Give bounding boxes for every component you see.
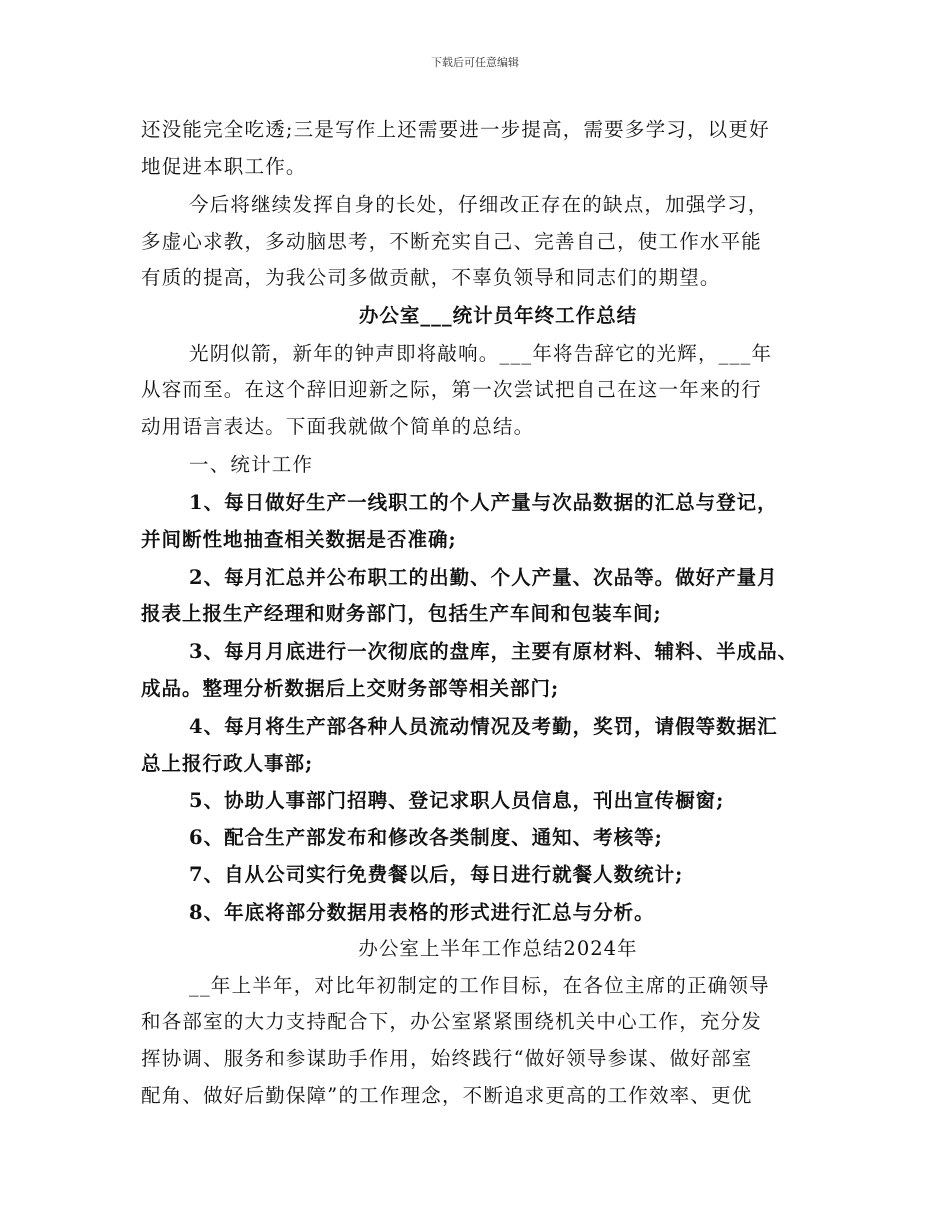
paragraph1-line1: 还没能完全吃透;三是写作上还需要进一步提高，需要多学习，以更好 xyxy=(141,118,770,141)
item4-line2: 总上报行政人事部; xyxy=(141,752,314,775)
paragraph2-line1: 今后将继续发挥自身的长处，仔细改正存在的缺点，加强学习， xyxy=(189,193,769,216)
section1-intro-line3: 动用语言表达。下面我就做个简单的总结。 xyxy=(141,415,535,438)
item6: 6、配合生产部发布和修改各类制度、通知、考核等; xyxy=(189,826,663,849)
item1-line2: 并间断性地抽查相关数据是否准确; xyxy=(141,528,457,551)
item1-line1: 1、每日做好生产一线职工的个人产量与次品数据的汇总与登记， xyxy=(189,491,778,514)
section2-line3: 挥协调、服务和参谋助手作用，始终践行“做好领导参谋、做好部室 xyxy=(141,1047,753,1070)
section2-title: 办公室上半年工作总结2024年 xyxy=(358,937,638,960)
item8: 8、年底将部分数据用表格的形式进行汇总与分析。 xyxy=(189,901,655,924)
section2-line4: 配角、做好后勤保障”的工作理念，不断追求更高的工作效率、更优 xyxy=(141,1084,753,1107)
paragraph2-line2: 多虚心求教，多动脑思考，不断充实自己、完善自己，使工作水平能 xyxy=(141,230,763,253)
section2-line1: __年上半年，对比年初制定的工作目标，在各位主席的正确领导 xyxy=(189,974,770,997)
paragraph1-line2: 地促进本职工作。 xyxy=(141,155,307,178)
section1-title: 办公室___统计员年终工作总结 xyxy=(358,304,638,327)
header-note: 下载后可任意编辑 xyxy=(431,56,519,69)
paragraph2-line3: 有质的提高，为我公司多做贡献，不辜负领导和同志们的期望。 xyxy=(141,266,721,289)
section1-subheading: 一、统计工作 xyxy=(189,453,314,476)
item5: 5、协助人事部门招聘、登记求职人员信息，刊出宣传橱窗; xyxy=(189,789,725,812)
item4-line1: 4、每月将生产部各种人员流动情况及考勤，奖罚，请假等数据汇 xyxy=(189,715,778,738)
item2-line1: 2、每月汇总并公布职工的出勤、个人产量、次品等。做好产量月 xyxy=(189,566,778,589)
section1-intro-line2: 从容而至。在这个辞旧迎新之际，第一次尝试把自己在这一年来的行 xyxy=(141,378,763,401)
item3-line1: 3、每月月底进行一次彻底的盘库，主要有原材料、辅料、半成品、 xyxy=(189,640,799,663)
item2-line2: 报表上报生产经理和财务部门，包括生产车间和包装车间; xyxy=(141,602,662,625)
item3-line2: 成品。整理分析数据后上交财务部等相关部门; xyxy=(141,677,560,700)
section1-intro-line1: 光阴似箭，新年的钟声即将敲响。___年将告辞它的光辉，___年 xyxy=(189,342,773,365)
section2-line2: 和各部室的大力支持配合下，办公室紧紧围绕机关中心工作，充分发 xyxy=(141,1010,763,1033)
item7: 7、自从公司实行免费餐以后，每日进行就餐人数统计; xyxy=(189,863,684,886)
